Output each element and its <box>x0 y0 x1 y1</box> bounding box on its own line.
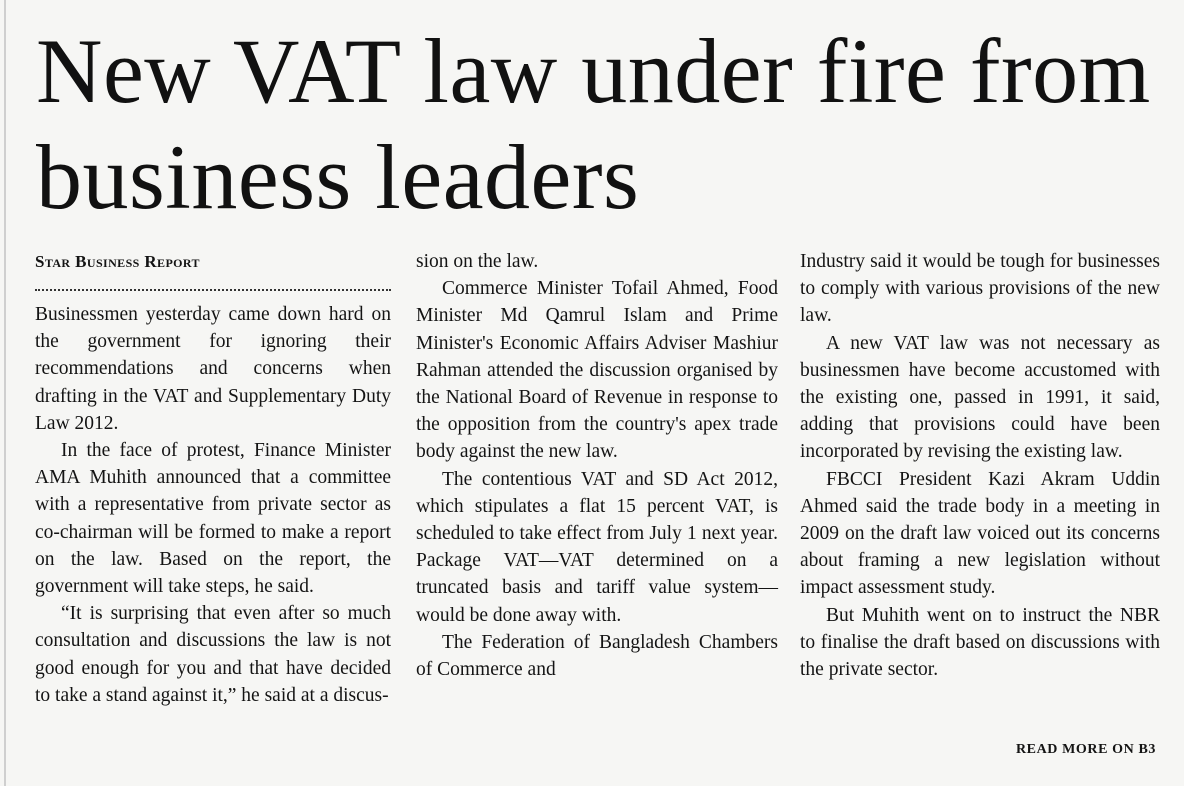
read-more-link[interactable]: READ MORE ON B3 <box>1015 742 1156 757</box>
paragraph: sion on the law. <box>416 251 539 272</box>
paragraph: In the face of protest, Finance Minister AMA Muhith announced that a committee with a representative from private sector as co-chairman will be formed to make a report on the law. Based on the report, the government will take steps, he said. <box>35 440 391 598</box>
byline-dotted-rule <box>35 285 391 291</box>
paragraph: The contentious VAT and SD Act 2012, which stipulates a flat 15 percent VAT, is scheduled to take effect from July 1 next year. Package VAT—VAT determined on a truncated basis and tariff value system—would be done away with. <box>416 468 778 626</box>
page-edge-line <box>4 0 6 786</box>
article-column-1 <box>35 248 391 709</box>
article-column-2 <box>416 248 778 683</box>
paragraph: FBCCI President Kazi Akram Uddin Ahmed said the trade body in a meeting in 2009 on the draft law voiced out its concerns about framing a new legislation without impact assessment study. <box>800 468 1160 599</box>
paragraph: Businessmen yesterday came down hard on the government for ignoring their recommendations and concerns when drafting in the VAT and Supplementary Duty Law 2012. <box>35 304 391 434</box>
paragraph: The Federation of Bangladesh Chambers of Commerce and <box>416 631 778 681</box>
byline: Star Business Report <box>35 252 200 271</box>
paragraph: Industry said it would be tough for businesses to comply with various provisions of the new law. <box>800 251 1160 327</box>
paragraph: But Muhith went on to instruct the NBR to finalise the draft based on discussions with the private sector. <box>800 604 1160 681</box>
paragraph: A new VAT law was not necessary as businessmen have become accustomed with the existing one, passed in 1991, it said, adding that provisions could have been incorporated by revising the existing law. <box>800 332 1160 463</box>
headline: New VAT law under fire from business leaders <box>36 20 1151 228</box>
article-column-3 <box>800 248 1160 683</box>
paragraph: “It is surprising that even after so much consultation and discussions the law is not good enough for you and that have decided to take a stand against it,” he said at a discus- <box>35 603 391 706</box>
paragraph: Commerce Minister Tofail Ahmed, Food Minister Md Qamrul Islam and Prime Minister's Economic Affairs Adviser Mashiur Rahman attended the discussion organised by the National Board of Revenue in response to the opposition from the country's apex trade body against the new law. <box>416 278 778 463</box>
